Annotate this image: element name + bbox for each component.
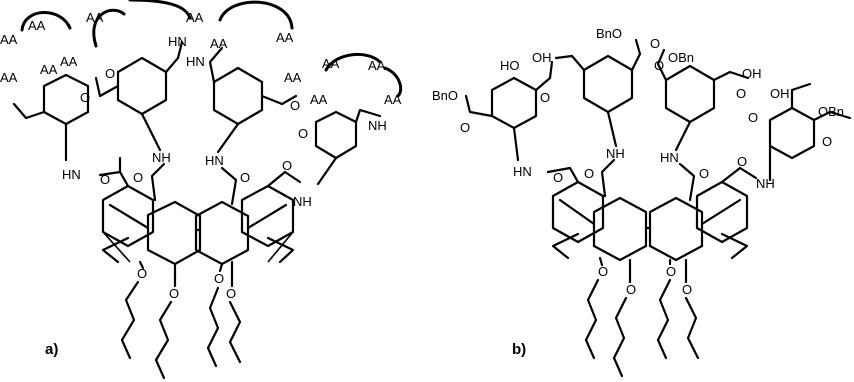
aa-label: AA (284, 70, 302, 85)
carbonyl-oxygen: O (100, 172, 111, 187)
aa-label: AA (322, 56, 340, 71)
ether-oxygen: O (214, 271, 225, 286)
aa-label: AA (28, 18, 46, 33)
ether-oxygen: O (137, 266, 148, 281)
butyl-chains-b (586, 258, 698, 376)
carbonyl-oxygen: O (240, 170, 251, 185)
amide-nh: HN (62, 167, 81, 182)
aa-label: AA (210, 36, 228, 51)
carbonyl-oxygen: O (736, 86, 747, 101)
benzyl-ester-label: OBn (818, 104, 845, 119)
benzyl-ester-label: BnO (432, 88, 459, 103)
amide-nh: HN (205, 153, 224, 168)
benzyl-ester-label: BnO (596, 26, 623, 41)
carbonyl-oxygen: O (290, 98, 301, 113)
amide-linkers-a (62, 150, 312, 209)
aa-label: AA (86, 10, 104, 25)
carboxylic-acid-label: OH (532, 50, 552, 65)
ether-oxygen: O (666, 264, 677, 279)
carbonyl-oxygen: O (80, 90, 91, 105)
carbonyl-oxygen: O (460, 120, 471, 135)
butyl-chains-a (122, 262, 240, 378)
aa-label: AA (40, 62, 58, 77)
amide-nh: HN (168, 34, 187, 49)
ether-oxygen: O (682, 282, 693, 297)
structure-a (0, 0, 402, 378)
carboxylic-acid-label: OH (742, 66, 762, 81)
carbonyl-oxygen: O (584, 166, 595, 181)
carboxylic-acid-label: HO (500, 58, 520, 73)
ether-oxygen: O (598, 264, 609, 279)
aa-label: AA (186, 10, 204, 25)
amide-nh: NH (606, 146, 625, 161)
carboxylic-acid-label: OH (770, 86, 790, 101)
aa-label: AA (276, 30, 294, 45)
aa-label: AA (384, 92, 402, 107)
carbonyl-oxygen: O (133, 170, 144, 185)
amide-linkers-b (513, 146, 775, 200)
amide-nh: NH (368, 118, 387, 133)
amide-nh: NH (756, 176, 775, 191)
amide-nh: HN (513, 164, 532, 179)
calixarene-core-a (103, 186, 293, 264)
amide-nh: NH (152, 150, 171, 165)
carbonyl-oxygen: O (748, 110, 759, 125)
ether-oxygen: O (169, 286, 180, 301)
carbonyl-oxygen: O (540, 90, 551, 105)
aa-label: AA (310, 92, 328, 107)
ether-oxygen: O (626, 282, 637, 297)
amide-nh: NH (293, 194, 312, 209)
ether-oxygen: O (226, 286, 237, 301)
aa-label: AA (0, 70, 18, 85)
aa-label: AA (368, 58, 386, 73)
carbonyl-oxygen: O (105, 66, 116, 81)
carbonyl-oxygen: O (282, 158, 293, 173)
panel-label-a: a) (45, 341, 59, 358)
aa-label: AA (0, 32, 18, 47)
carbonyl-oxygen: O (553, 170, 564, 185)
amide-nh: HN (660, 150, 679, 165)
amide-nh: HN (186, 54, 205, 69)
structure-b (432, 26, 850, 376)
benzyl-ester-label: OBn (668, 50, 695, 65)
carbonyl-oxygen: O (822, 134, 833, 149)
panel-label-b: b) (512, 341, 527, 358)
carbonyl-oxygen: O (298, 126, 309, 141)
calixarene-core-b (553, 182, 747, 260)
carbonyl-oxygen: O (737, 154, 748, 169)
carbonyl-oxygen: O (699, 166, 710, 181)
aa-label: AA (60, 54, 78, 69)
aryl-rings-b (432, 26, 850, 180)
carbonyl-oxygen: O (650, 36, 661, 51)
carbonyl-oxygen: O (654, 58, 665, 73)
